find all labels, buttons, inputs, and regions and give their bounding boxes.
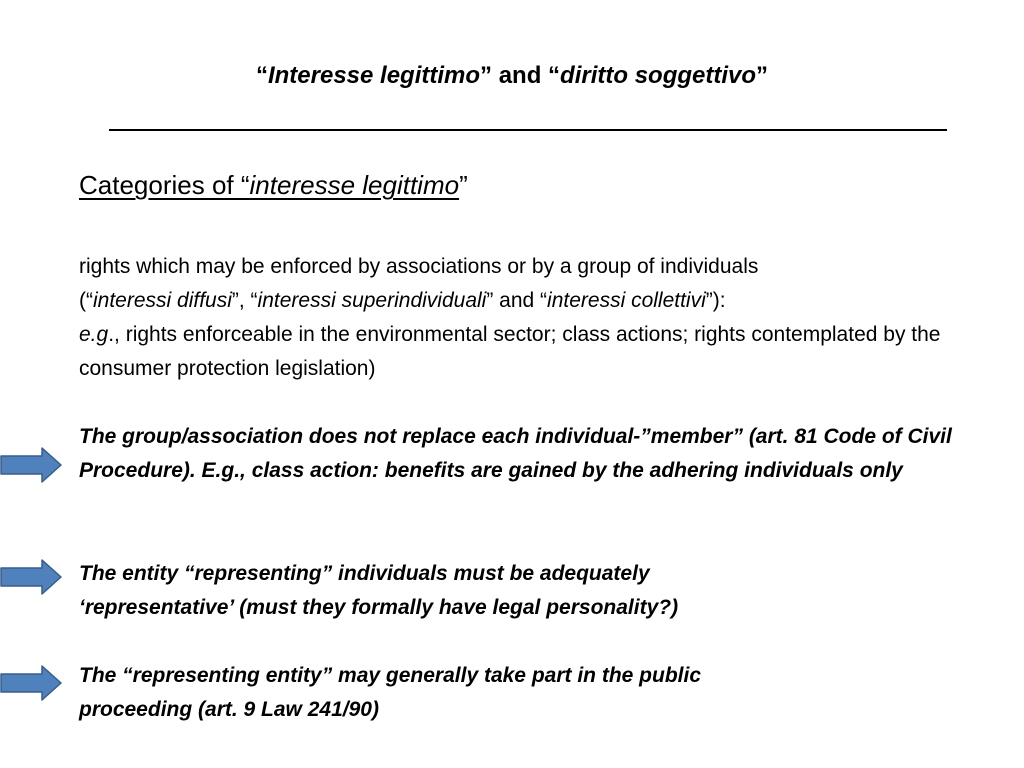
intro-eg: e.g	[79, 323, 109, 346]
point-3	[79, 659, 959, 727]
intro-sep-b: ” and “	[486, 289, 548, 312]
term-interessi-diffusi: interessi diffusi	[93, 289, 232, 312]
heading-suffix: ”	[459, 170, 468, 200]
right-arrow-icon	[0, 665, 62, 701]
section-heading	[79, 167, 468, 203]
title-quote-close-1: ”	[480, 62, 493, 89]
intro-rest	[79, 318, 959, 386]
point-1: The group/association does not replace each individual-”member” (art. 81 Code of Civil Procedure). E.g., class action: benefits are gained by the adhering individuals only	[79, 425, 952, 482]
intro-line-2	[79, 284, 959, 318]
point-3-line-1: The “representing entity” may generally take part in the public	[79, 664, 701, 687]
term-interessi-collettivi: interessi collettivi	[547, 289, 706, 312]
point-2	[79, 557, 959, 625]
title-joiner: and	[492, 62, 549, 89]
point-2-line-1: The entity “representing” individuals must be adequately	[79, 562, 650, 585]
intro-eg-rest: ., rights enforceable in the environmental sector; class actions; rights contemplated by the consumer protection legislation)	[79, 323, 941, 380]
right-arrow-icon	[0, 559, 62, 595]
point-2-line-2: ‘representative’ (must they formally have legal personality?)	[79, 596, 679, 619]
intro-paren-open: (“	[79, 289, 93, 312]
heading-prefix: Categories of “	[79, 170, 250, 200]
intro-paragraph	[79, 250, 959, 386]
right-arrow-icon	[0, 447, 62, 483]
title-divider	[109, 129, 947, 131]
intro-sep-a: ”, “	[231, 289, 258, 312]
point-3-line-2: proceeding (art. 9 Law 241/90)	[79, 698, 379, 721]
title-quote-close-2: ”	[756, 62, 769, 89]
title-term-diritto-soggettivo: diritto soggettivo	[560, 62, 757, 89]
heading-term: interesse legittimo	[249, 170, 460, 200]
intro-sep-c: ”):	[705, 289, 726, 312]
section-heading-underlined	[79, 170, 459, 200]
term-interessi-superindividuali: interessi superindividuali	[257, 289, 487, 312]
title-term-interesse-legittimo: Interesse legittimo	[267, 62, 481, 89]
slide-title	[0, 60, 1024, 92]
intro-line-1: rights which may be enforced by associations or by a group of individuals	[79, 255, 759, 278]
title-quote-open-1: “	[255, 62, 268, 89]
title-quote-open-2: “	[548, 62, 561, 89]
